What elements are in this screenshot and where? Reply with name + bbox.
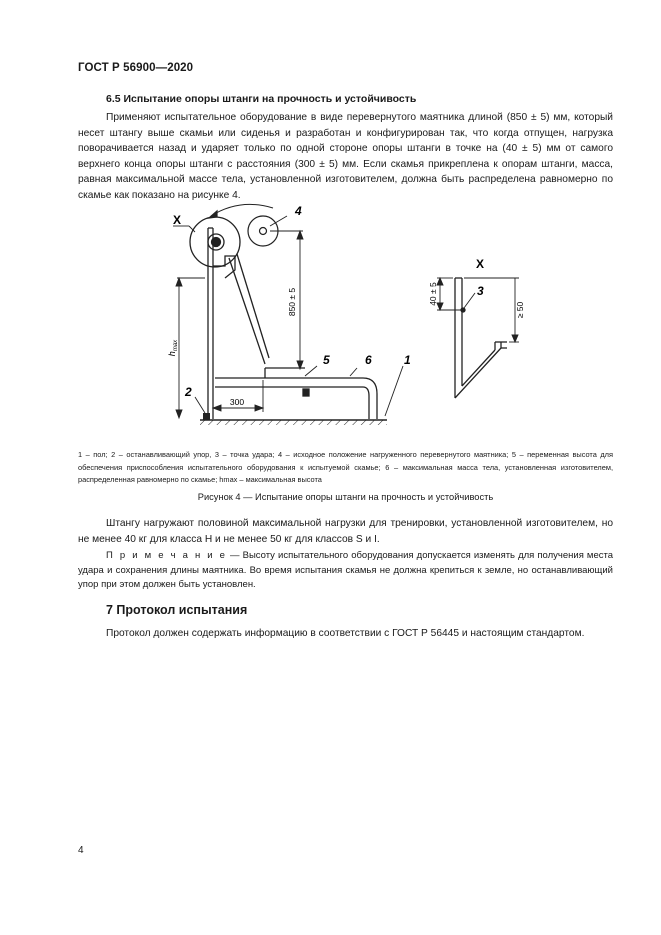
note (78, 549, 613, 593)
stopper-block (203, 413, 210, 420)
pendulum-impact (190, 217, 269, 364)
barbell-support (208, 228, 235, 419)
floor (200, 420, 387, 425)
svg-text:hmax (167, 339, 179, 356)
dim-50-label: ≥ 50 (515, 301, 525, 319)
label-3: 3 (477, 284, 484, 298)
dim-850-label: 850 ± 5 (287, 287, 297, 317)
label-2: 2 (185, 385, 192, 399)
dim-300-label: 300 (229, 397, 245, 407)
dim-40-label: 40 ± 5 (428, 282, 438, 306)
label-x-left: X (173, 213, 182, 227)
figure-4-title: Рисунок 4 — Испытание опоры штанги на прочность и устойчивость (197, 492, 494, 502)
label-5: 5 (323, 353, 330, 367)
section-7-title: 7 Протокол испытания (106, 603, 248, 617)
hmax-subscript: max (173, 339, 179, 352)
dimension-300 (213, 380, 263, 412)
label-x-right: X (475, 257, 485, 271)
paragraph-load: Штангу нагружают половиной максимальной нагрузки для тренировки, установленной изготовителем, но не менее 40 кг для класса Н и не менее 50 кг для классов S и I. (78, 518, 613, 545)
note-label: П р и м е ч а н и е (106, 550, 227, 561)
page-number: 4 (78, 845, 84, 856)
label-1: 1 (404, 353, 411, 367)
section-7-paragraph: Протокол должен содержать информацию в соответствии с ГОСТ Р 56445 и настоящим стандартом. (106, 628, 585, 639)
section-6-5-title: 6.5 Испытание опоры штанги на прочность и устойчивость (106, 93, 417, 105)
figure-4-legend: 1 – пол; 2 – останавливающий упор, 3 – точка удара; 4 – исходное положение нагруженного перевернутого маятника; 5 – переменная высота для обеспечения приспособления испытательного оборудования к испытуемой скамье; 6 – максимальная масса тела, установленная изготовителем, распределенная равномерно по скамье; hmax – максимальная высота (78, 450, 613, 484)
label-4: 4 (295, 204, 302, 218)
note-text: — Высоту испытательного оборудования допускается изменять для получения места удара и сохранения длины маятника. Во время испытания скамья не должна крепиться к земле, но останавливающий упор при этом должен быть установлен. (78, 550, 613, 590)
hmax-label: h (167, 351, 177, 357)
section-6-5-paragraph: Применяют испытательное оборудование в виде перевернутого маятника длиной (850 ± 5) мм, который несет штангу выше скамьи или сиденья и разработан и конфигурирован так, что когда отпущен, нагрузка поворачивается назад и ударяет только по одной стороне опоры штанги в точке на (40 ± 5) мм от самого верхнего конца опоры штанги с расстояния (300 ± 5) мм. Если скамья прикреплена к опорам штанги, масса, равная максимальной массе тела, установленной изготовителем, должна быть распределена равномерно по скамье как показано на рисунке 4. (78, 112, 613, 201)
bench (215, 368, 377, 419)
figure-4-drawing (155, 198, 585, 438)
document-header: ГОСТ Р 56900—2020 (78, 62, 194, 74)
label-6: 6 (365, 353, 372, 367)
